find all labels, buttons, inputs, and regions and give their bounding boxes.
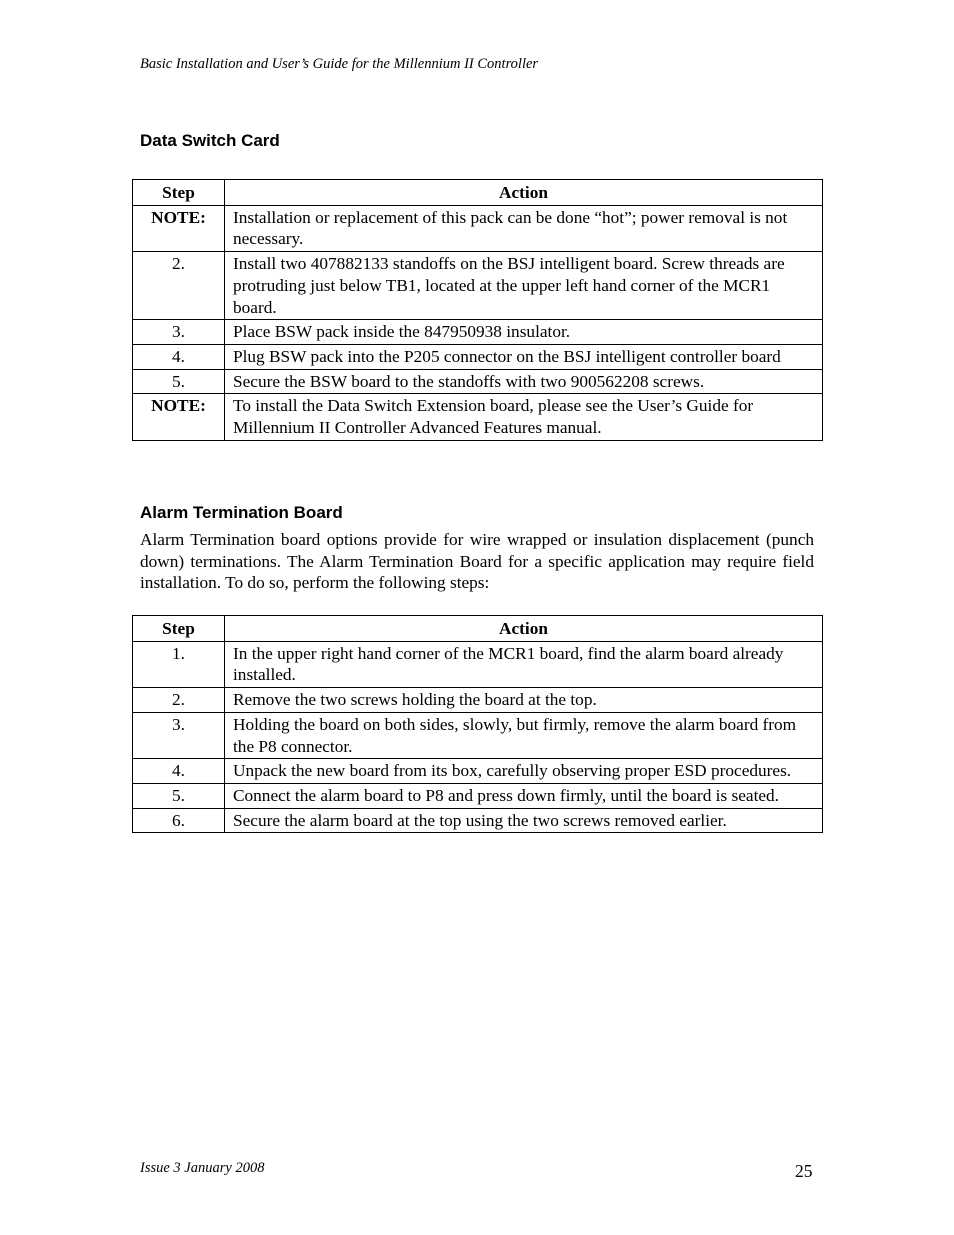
step-cell: 5. xyxy=(133,783,225,808)
step-cell: 3. xyxy=(133,712,225,758)
table-row xyxy=(133,394,823,440)
table-header-row xyxy=(133,616,823,642)
action-cell: Secure the alarm board at the top using the two screws removed earlier. xyxy=(225,808,823,833)
table-header-row xyxy=(133,180,823,206)
step-cell: 2. xyxy=(133,688,225,713)
table-row xyxy=(133,252,823,320)
data-switch-steps-table xyxy=(132,179,823,441)
step-cell: NOTE: xyxy=(133,205,225,251)
action-cell: Secure the BSW board to the standoffs with two 900562208 screws. xyxy=(225,369,823,394)
table-row xyxy=(133,688,823,713)
step-cell: NOTE: xyxy=(133,394,225,440)
step-cell: 4. xyxy=(133,344,225,369)
table-row xyxy=(133,641,823,687)
action-cell: Unpack the new board from its box, carefully observing proper ESD procedures. xyxy=(225,759,823,784)
step-cell: 3. xyxy=(133,320,225,345)
footer-issue-date: Issue 3 January 2008 xyxy=(140,1160,265,1176)
table-row xyxy=(133,320,823,345)
table-row xyxy=(133,369,823,394)
action-cell: Remove the two screws holding the board at the top. xyxy=(225,688,823,713)
column-header-action: Action xyxy=(225,616,823,642)
running-header: Basic Installation and User’s Guide for the Millennium II Controller xyxy=(140,56,539,72)
action-cell: Holding the board on both sides, slowly, but firmly, remove the alarm board from the P8 connector. xyxy=(225,712,823,758)
step-cell: 4. xyxy=(133,759,225,784)
section-heading-data-switch-card: Data Switch Card xyxy=(140,131,280,150)
table-row xyxy=(133,759,823,784)
step-cell: 6. xyxy=(133,808,225,833)
action-cell: To install the Data Switch Extension board, please see the User’s Guide for Millennium II Controller Advanced Features manual. xyxy=(225,394,823,440)
table-row xyxy=(133,808,823,833)
table-row xyxy=(133,783,823,808)
column-header-step: Step xyxy=(133,616,225,642)
step-cell: 2. xyxy=(133,252,225,320)
table-row xyxy=(133,344,823,369)
table-row xyxy=(133,712,823,758)
alarm-termination-intro-paragraph: Alarm Termination board options provide for wire wrapped or insulation displacement (punch down) terminations. The Alarm Termination Board for a specific application may require field installation. To do so, perform the following steps: xyxy=(140,530,814,593)
step-cell: 5. xyxy=(133,369,225,394)
step-cell: 1. xyxy=(133,641,225,687)
action-cell: In the upper right hand corner of the MCR1 board, find the alarm board already installed. xyxy=(225,641,823,687)
page-number: 25 xyxy=(795,1161,813,1181)
action-cell: Install two 407882133 standoffs on the BSJ intelligent board. Screw threads are protruding just below TB1, located at the upper left hand corner of the MCR1 board. xyxy=(225,252,823,320)
action-cell: Installation or replacement of this pack can be done “hot”; power removal is not necessary. xyxy=(225,205,823,251)
action-cell: Connect the alarm board to P8 and press down firmly, until the board is seated. xyxy=(225,783,823,808)
action-cell: Plug BSW pack into the P205 connector on the BSJ intelligent controller board xyxy=(225,344,823,369)
column-header-action: Action xyxy=(225,180,823,206)
alarm-termination-steps-table xyxy=(132,615,823,833)
action-cell: Place BSW pack inside the 847950938 insulator. xyxy=(225,320,823,345)
table-row xyxy=(133,205,823,251)
column-header-step: Step xyxy=(133,180,225,206)
section-heading-alarm-termination-board: Alarm Termination Board xyxy=(140,503,343,522)
